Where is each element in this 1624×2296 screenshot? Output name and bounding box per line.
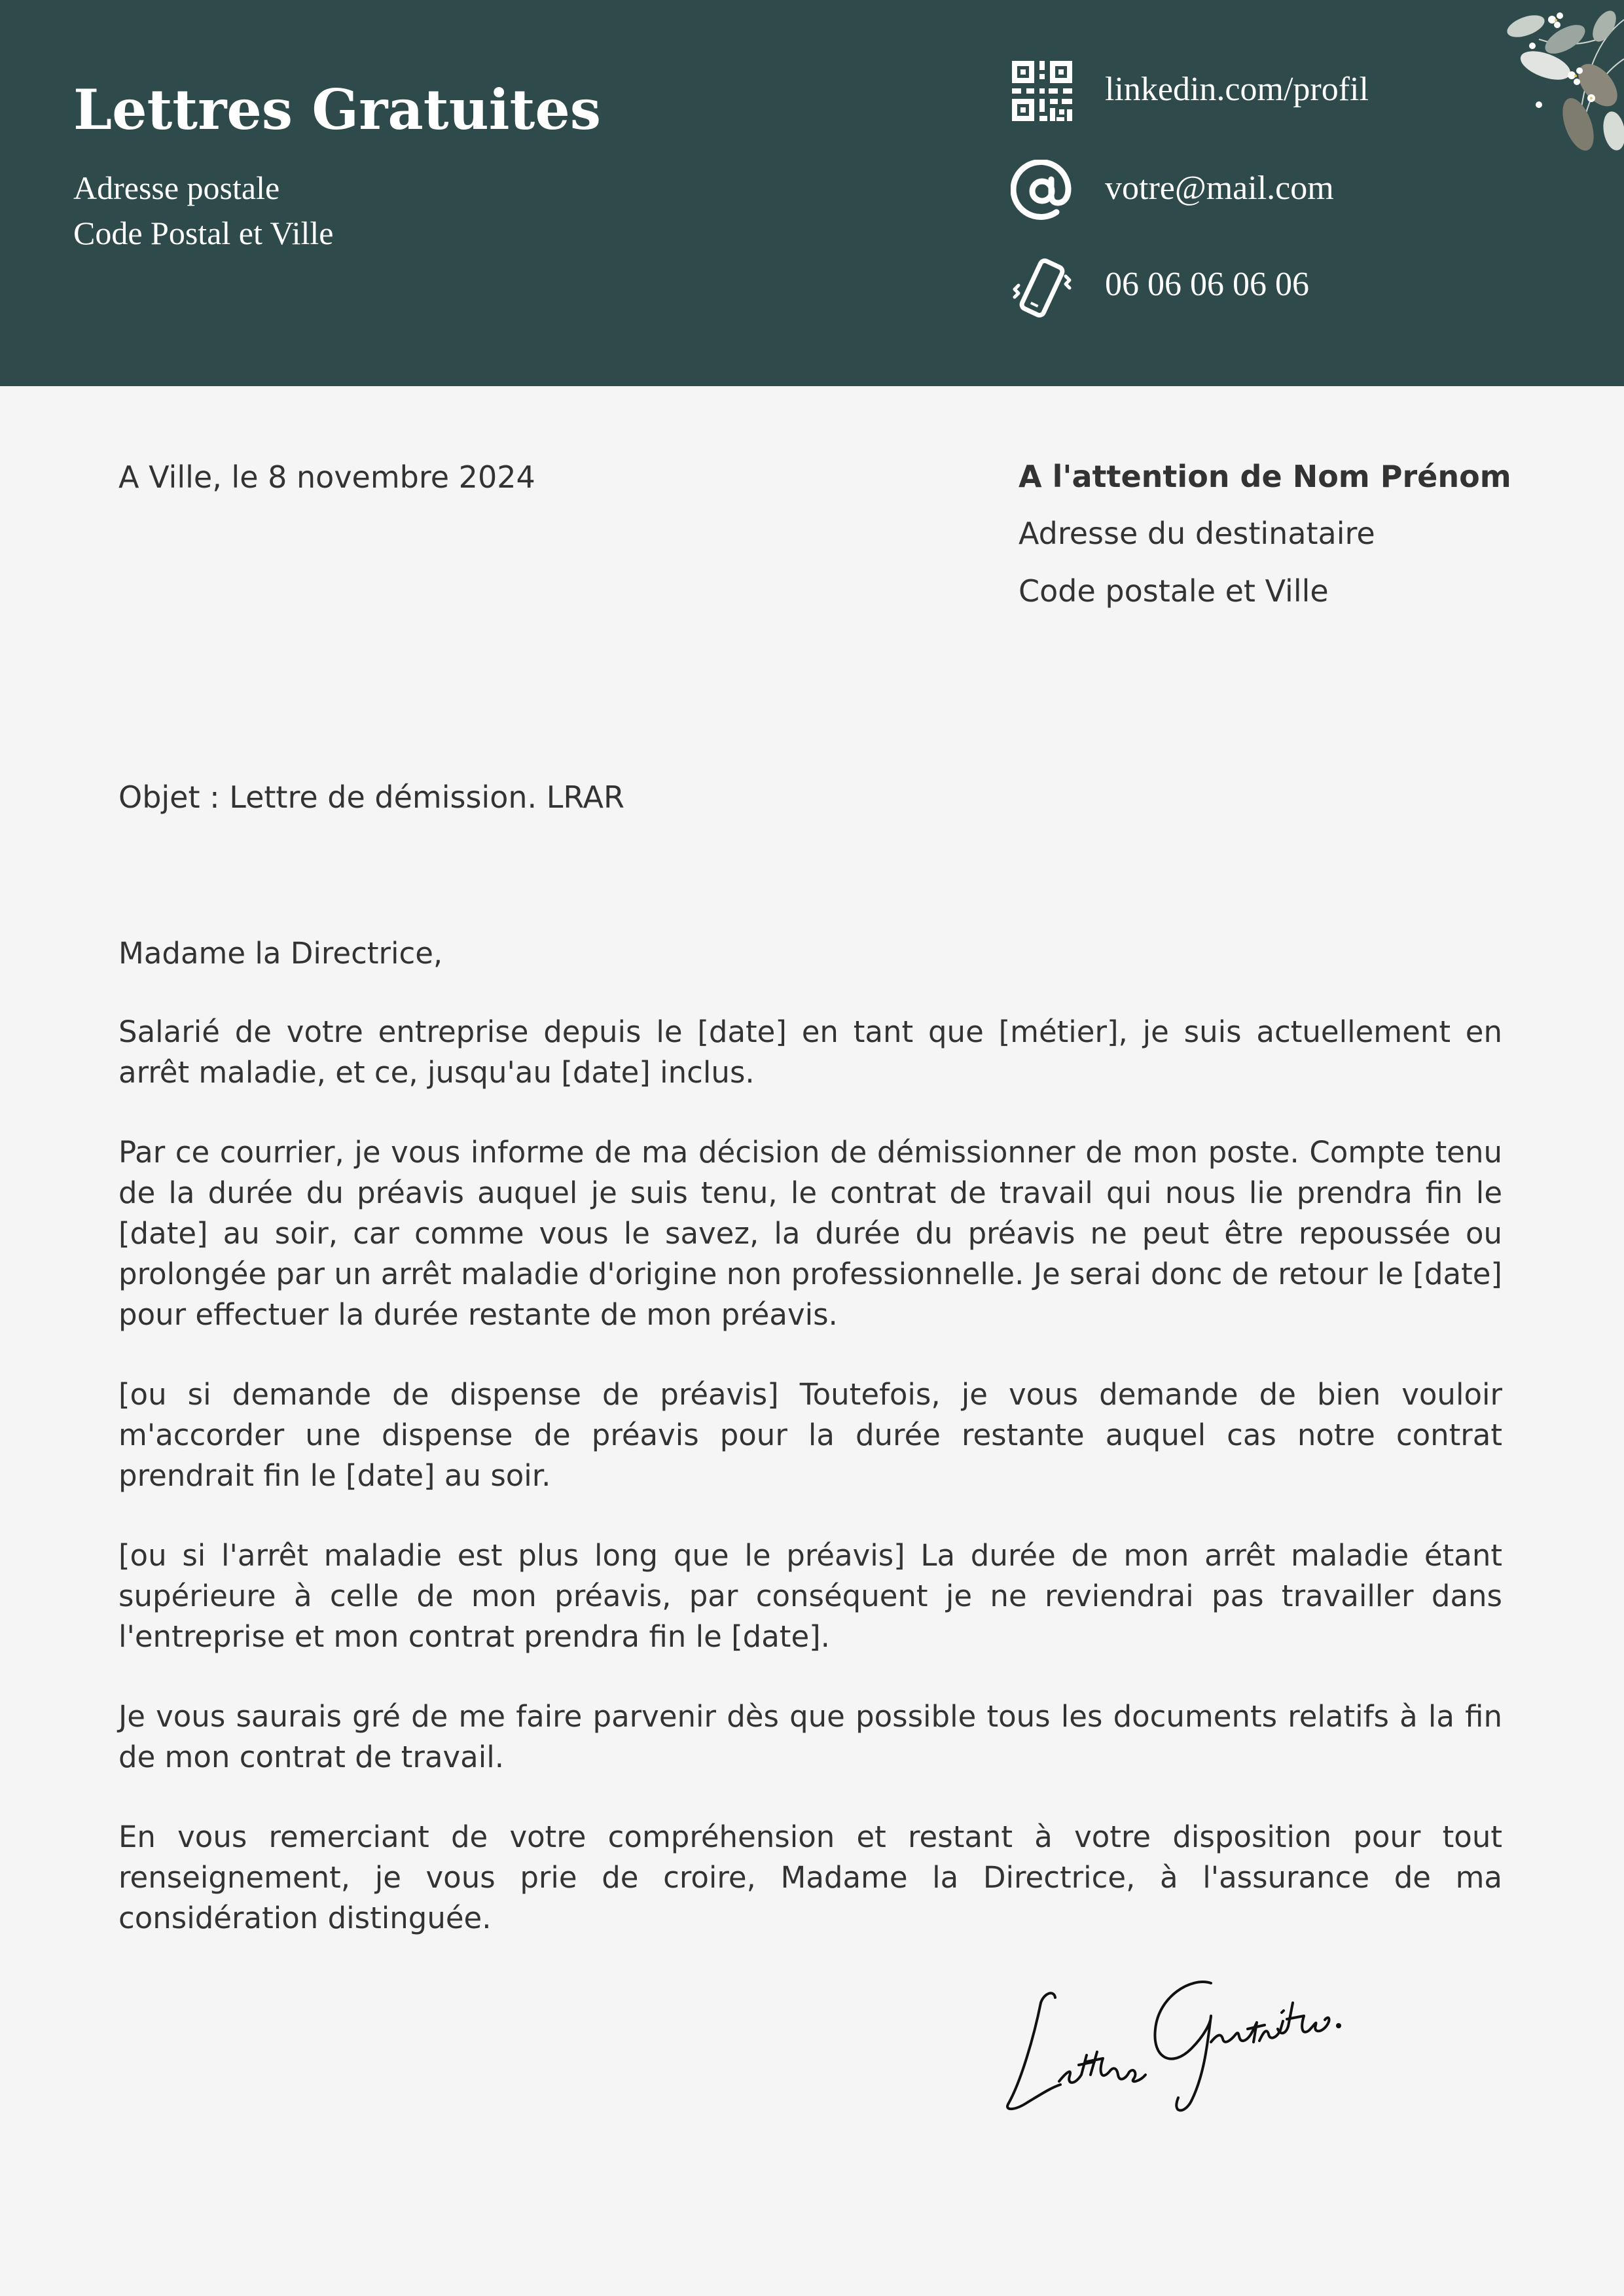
body-paragraph: Salarié de votre entreprise depuis le [date] en tant que [métier], je suis actuellement en arrêt maladie, et ce, jusqu'au [date] inclus. (118, 1014, 1502, 1090)
linkedin-text: linkedin.com/profil (1105, 71, 1369, 108)
sender-address: Adresse postale (73, 170, 280, 206)
handwritten-signature (995, 1957, 1388, 2127)
place-date: A Ville, le 8 novembre 2024 (118, 459, 535, 495)
recipient-attention: A l'attention de Nom Prénom (1019, 459, 1511, 494)
at-sign-icon (1011, 160, 1074, 223)
letter-header (0, 0, 1624, 386)
qr-code-icon (1011, 60, 1074, 122)
mobile-phone-icon (1011, 257, 1074, 319)
recipient-address: Adresse du destinataire (1019, 516, 1375, 551)
body-paragraph: En vous remerciant de votre compréhension et restant à votre disposition pour tout renseignement, je vous prie de croire, Madame la Directrice, à l'assurance de ma considération distinguée. (118, 1820, 1502, 1935)
body-paragraph: Par ce courrier, je vous informe de ma décision de démissionner de mon poste. Compte tenu de la durée du préavis auquel je suis tenu, le contrat de travail qui nous lie prendra fin le [date] au soir, car comme vous le savez, la durée du préavis ne peut être repoussée ou prolongée par un arrêt maladie d'origine non professionnelle. Je serai donc de retour le [date] pour effectuer la durée restante de mon préavis. (118, 1135, 1502, 1332)
phone-text: 06 06 06 06 06 (1105, 266, 1309, 303)
letter-subject: Objet : Lettre de démission. LRAR (118, 780, 624, 815)
salutation: Madame la Directrice, (118, 936, 443, 971)
recipient-city: Code postale et Ville (1019, 573, 1329, 609)
email-text: votre@mail.com (1105, 170, 1334, 207)
floral-decoration (1467, 0, 1624, 157)
sender-name: Lettres Gratuites (73, 77, 602, 142)
body-paragraph: Je vous saurais gré de me faire parvenir dès que possible tous les documents relatifs à la fin de mon contrat de travail. (118, 1699, 1502, 1774)
letter-body (118, 933, 1502, 1978)
sender-city: Code Postal et Ville (73, 215, 334, 251)
body-paragraph: [ou si demande de dispense de préavis] Toutefois, je vous demande de bien vouloir m'accorder une dispense de préavis pour la durée restante auquel cas notre contrat prendrait fin le [date] au soir. (118, 1377, 1502, 1493)
body-paragraph: [ou si l'arrêt maladie est plus long que le préavis] La durée de mon arrêt maladie étant supérieure à celle de mon préavis, par conséquent je ne reviendrai pas travailler dans l'entreprise et mon contrat prendra fin le [date]. (118, 1538, 1502, 1654)
